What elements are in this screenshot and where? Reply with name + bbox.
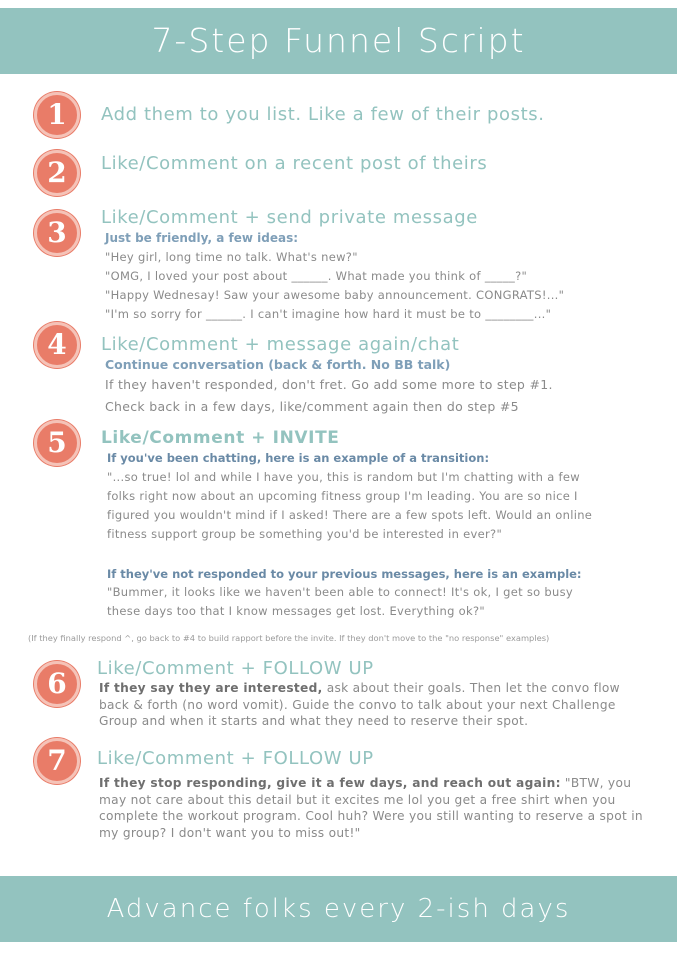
step-7-number: 7	[34, 738, 80, 784]
step-7-heading: Like/Comment + FOLLOW UP	[97, 748, 374, 769]
step-5-line: folks right now about an upcoming fitness group I'm leading. You are so nice I	[107, 489, 578, 503]
step-5-subheading-2: If they've not responded to your previous messages, here is an example:	[107, 567, 582, 581]
step-4-line: Check back in a few days, like/comment again then do step #5	[105, 399, 519, 414]
step-5-line: fitness support group be something you'd be interested in ever?"	[107, 527, 503, 541]
page-title: 7-Step Funnel Script	[0, 8, 677, 74]
step-4-line: If they haven't responded, don't fret. Go add some more to step #1.	[105, 377, 553, 392]
step-5-line: figured you wouldn't mind if I asked! There are a few spots left. Would an online	[107, 508, 593, 522]
step-6-number: 6	[34, 661, 80, 707]
step-1-number: 1	[34, 92, 80, 138]
step-6-lead: If they say they are interested,	[99, 681, 323, 695]
step-7-paragraph	[99, 775, 654, 841]
step-2-number: 2	[34, 150, 80, 196]
step-5-line: "...so true! lol and while I have you, this is random but I'm chatting with a few	[107, 470, 580, 484]
footer-banner: Advance folks every 2-ish days	[0, 876, 677, 942]
step-5-subheading: If you've been chatting, here is an example of a transition:	[107, 451, 490, 465]
step-3-heading: Like/Comment + send private message	[101, 207, 478, 228]
step-6-paragraph	[99, 680, 639, 730]
step-3-line: "OMG, I loved your post about ______. What made you think of _____?"	[105, 269, 528, 283]
step-1-heading: Add them to you list. Like a few of their posts.	[101, 104, 545, 125]
step-6-text: ask about their goals. Then let the convo flow back & forth (no word vomit). Guide the convo to talk about your next Challenge Group and when it starts and what they need to reserve their spot.	[99, 681, 620, 728]
step-2-heading: Like/Comment on a recent post of theirs	[101, 153, 488, 174]
step-5-heading: Like/Comment + INVITE	[101, 428, 340, 448]
step-3-line: "I'm so sorry for ______. I can't imagine how hard it must be to ________..."	[105, 307, 552, 321]
step-4-heading: Like/Comment + message again/chat	[101, 334, 460, 355]
step-5-line-2: "Bummer, it looks like we haven't been able to connect! It's ok, I get so busy	[107, 585, 574, 599]
step-3-line: "Hey girl, long time no talk. What's new?"	[105, 250, 358, 264]
step-4-subheading: Continue conversation (back & forth. No BB talk)	[105, 357, 451, 372]
step-7-lead: If they stop responding, give it a few days, and reach out again:	[99, 776, 561, 790]
rapport-note: (If they finally respond ^, go back to #4 to build rapport before the invite. If they don't move to the "no response" examples)	[28, 633, 550, 643]
step-5-number: 5	[34, 420, 80, 466]
step-5-line-2: these days too that I know messages get lost. Everything ok?"	[107, 604, 485, 618]
step-3-number: 3	[34, 210, 80, 256]
step-7-text: "BTW, you may not care about this detail but it excites me lol you get a free shirt when you complete the workout program. Cool huh? Were you still wanting to reserve a spot in my group? I don't want you to miss out!"	[99, 776, 643, 840]
step-3-subheading: Just be friendly, a few ideas:	[105, 231, 299, 245]
step-6-heading: Like/Comment + FOLLOW UP	[97, 658, 374, 679]
step-3-line: "Happy Wednesay! Saw your awesome baby announcement. CONGRATS!..."	[105, 288, 565, 302]
step-4-number: 4	[34, 322, 80, 368]
